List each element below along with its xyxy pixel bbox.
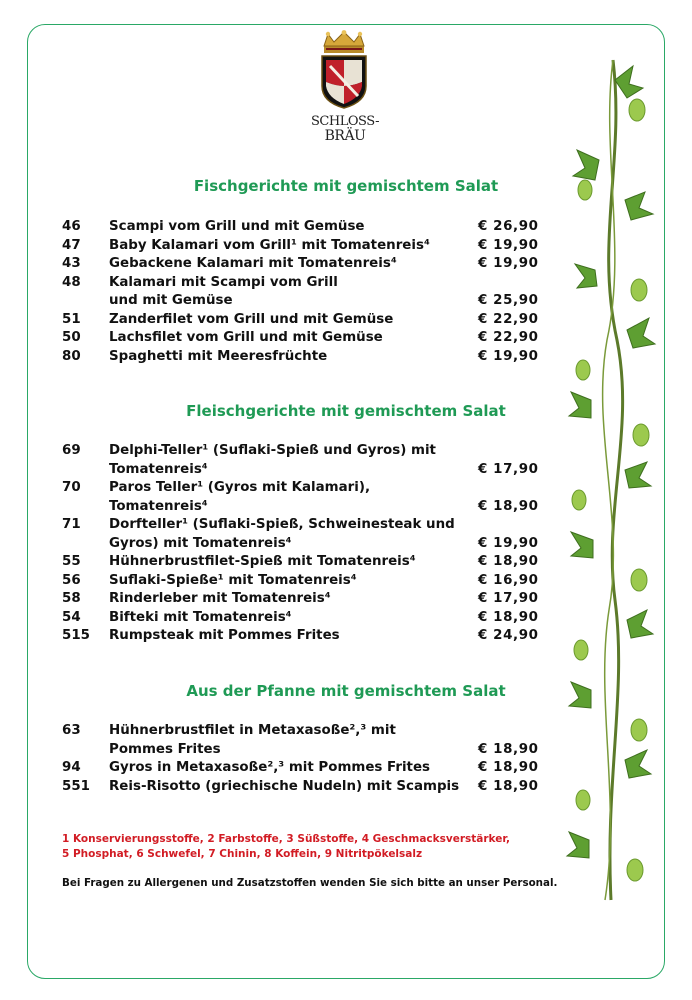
item-number: 63: [62, 723, 81, 738]
menu-item: [62, 759, 562, 778]
section-title-pan: Aus der Pfanne mit gemischtem Salat: [186, 682, 506, 700]
item-name: Zanderfilet vom Grill und mit Gemüse: [109, 311, 394, 327]
menu-item: [62, 348, 562, 367]
brand-logo-text: [300, 114, 390, 144]
menu-item: [62, 516, 562, 535]
item-name: Rumpsteak mit Pommes Frites: [109, 628, 340, 643]
item-price: € 19,90: [478, 535, 539, 551]
crown-icon: [324, 30, 364, 53]
shield-icon: [322, 56, 366, 108]
item-name: Tomatenreis⁴: [109, 461, 208, 477]
menu-list-fish: [62, 218, 562, 366]
item-name: Pommes Frites: [109, 741, 221, 757]
item-name: Scampi vom Grill und mit Gemüse: [109, 219, 365, 234]
item-number: 70: [62, 480, 81, 495]
item-number: 56: [62, 572, 81, 588]
menu-item: [62, 722, 562, 741]
item-number: 80: [62, 348, 81, 364]
menu-item: [62, 741, 562, 760]
menu-item: [62, 274, 562, 293]
menu-item: [62, 572, 562, 591]
item-price: € 16,90: [478, 572, 539, 588]
menu-list-pan: [62, 722, 562, 796]
item-price: € 22,90: [478, 311, 539, 327]
menu-list-meat: [62, 442, 562, 646]
footnote-line-2: 5 Phosphat, 6 Schwefel, 7 Chinin, 8 Koffein, 9 Nitritpökelsalz: [62, 848, 423, 860]
menu-item: [62, 609, 562, 628]
item-name: Lachsfilet vom Grill und mit Gemüse: [109, 330, 383, 345]
item-price: € 18,90: [478, 760, 539, 775]
item-number: 47: [62, 237, 81, 253]
section-title-meat: Fleischgerichte mit gemischtem Salat: [186, 402, 506, 420]
allergen-note: Bei Fragen zu Allergenen und Zusatzstoffen wenden Sie sich bitte an unser Personal.: [62, 877, 558, 889]
menu-item: [62, 292, 562, 311]
menu-item: [62, 329, 562, 348]
menu-item: [62, 535, 562, 554]
menu-item: [62, 498, 562, 517]
item-price: € 18,90: [478, 778, 539, 794]
item-name: und mit Gemüse: [109, 293, 233, 308]
item-name: Suflaki-Spieße¹ mit Tomatenreis⁴: [109, 572, 357, 588]
menu-item: [62, 590, 562, 609]
item-name: Hühnerbrustfilet-Spieß mit Tomatenreis⁴: [109, 554, 416, 569]
section-title-fish: Fischgerichte mit gemischtem Salat: [193, 177, 499, 195]
item-name: Delphi-Teller¹ (Suflaki-Spieß und Gyros) mit: [109, 443, 436, 458]
item-price: € 17,90: [478, 591, 539, 606]
item-price: € 17,90: [478, 461, 539, 477]
menu-item: [62, 237, 562, 256]
item-price: € 19,90: [478, 348, 539, 364]
item-price: € 19,90: [478, 237, 539, 253]
item-name: Dorfteller¹ (Suflaki-Spieß, Schweinesteak und: [109, 517, 455, 532]
item-name: Kalamari mit Scampi vom Grill: [109, 274, 338, 290]
item-name: Gyros in Metaxasoße²,³ mit Pommes Frites: [109, 760, 430, 775]
item-name: Baby Kalamari vom Grill¹ mit Tomatenreis⁴: [109, 237, 430, 253]
menu-item: [62, 627, 562, 646]
menu-item: [62, 479, 562, 498]
item-price: € 26,90: [478, 219, 539, 234]
item-name: Rinderleber mit Tomatenreis⁴: [109, 591, 331, 606]
menu-item: [62, 218, 562, 237]
item-number: 50: [62, 330, 81, 345]
item-number: 54: [62, 609, 81, 625]
item-name: Hühnerbrustfilet in Metaxasoße²,³ mit: [109, 723, 396, 738]
item-price: € 18,90: [478, 741, 539, 757]
menu-item: [62, 553, 562, 572]
hop-vine-decoration: [555, 40, 665, 920]
crest-logo: [318, 30, 370, 110]
item-price: € 18,90: [478, 554, 539, 569]
item-name: Paros Teller¹ (Gyros mit Kalamari),: [109, 480, 371, 495]
item-name: Gyros) mit Tomatenreis⁴: [109, 535, 292, 551]
item-number: 43: [62, 256, 81, 271]
item-number: 71: [62, 517, 81, 532]
item-price: € 18,90: [478, 609, 539, 625]
item-number: 51: [62, 311, 81, 327]
item-number: 515: [62, 628, 90, 643]
additive-footnotes: [62, 832, 562, 862]
item-name: Spaghetti mit Meeresfrüchte: [109, 348, 328, 364]
item-number: 58: [62, 591, 81, 606]
item-number: 69: [62, 443, 81, 458]
item-name: Bifteki mit Tomatenreis⁴: [109, 609, 292, 625]
menu-item: [62, 778, 562, 797]
menu-item: [62, 311, 562, 330]
menu-item: [62, 461, 562, 480]
menu-item: [62, 442, 562, 461]
item-number: 551: [62, 778, 90, 794]
item-price: € 19,90: [478, 256, 539, 271]
brand-line-2: BRÄU: [324, 128, 366, 144]
item-price: € 18,90: [478, 498, 539, 514]
item-name: Tomatenreis⁴: [109, 498, 208, 514]
item-price: € 24,90: [478, 628, 539, 643]
menu-item: [62, 255, 562, 274]
item-number: 94: [62, 760, 81, 775]
brand-line-1: SCHLOSS-: [311, 114, 379, 129]
item-price: € 25,90: [478, 293, 539, 308]
item-name: Gebackene Kalamari mit Tomatenreis⁴: [109, 256, 397, 271]
item-number: 48: [62, 274, 81, 290]
item-name: Reis-Risotto (griechische Nudeln) mit Scampis: [109, 778, 460, 794]
item-number: 46: [62, 219, 81, 234]
item-number: 55: [62, 554, 81, 569]
footnote-line-1: 1 Konservierungsstoffe, 2 Farbstoffe, 3 Süßstoffe, 4 Geschmacksverstärker,: [62, 833, 510, 845]
item-price: € 22,90: [478, 330, 539, 345]
